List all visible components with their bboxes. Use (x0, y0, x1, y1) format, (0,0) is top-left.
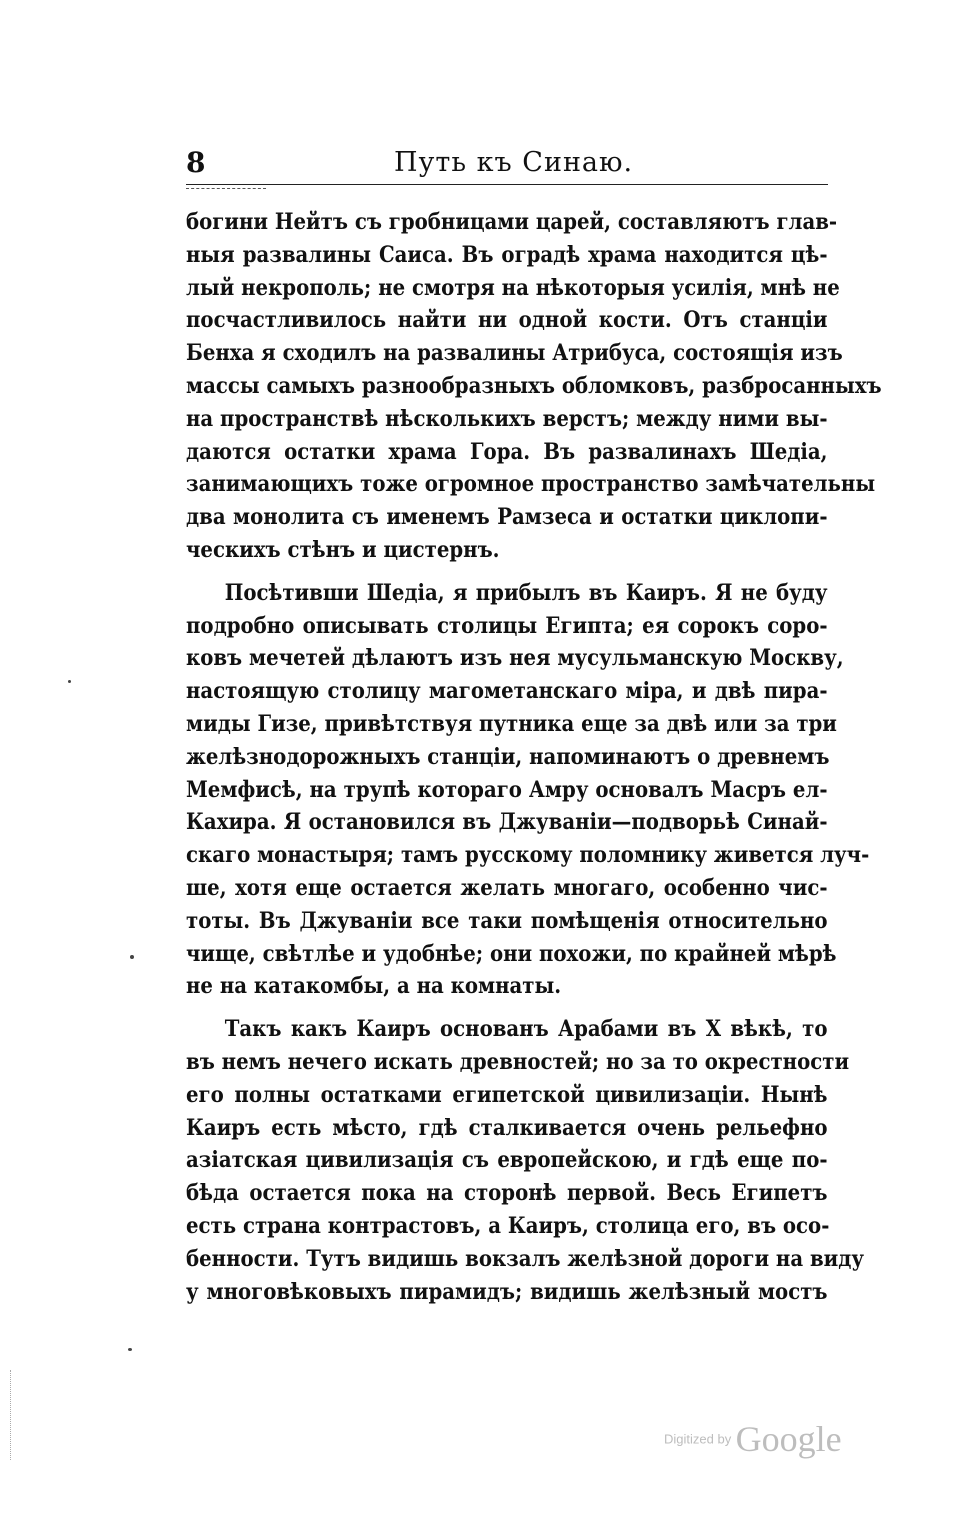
text-line: ше, хотя еще остается желать многаго, особенно чис- (186, 874, 828, 901)
scan-margin-artifact (10, 1370, 13, 1460)
text-line: даются остатки храма Гора. Въ развалинахъ Шедіа, (186, 438, 828, 465)
body-text (186, 206, 882, 1308)
google-watermark (664, 1418, 842, 1460)
text-line: на пространствѣ нѣсколькихъ верстъ; между ними вы- (186, 405, 828, 432)
text-line: есть страна контрастовъ, а Каиръ, столица его, въ осо- (186, 1212, 830, 1239)
text-line: Такъ какъ Каиръ основанъ Арабами въ X вѣкѣ, то (224, 1016, 828, 1043)
header-rule (186, 184, 828, 185)
text-line: ковъ мечетей дѣлаютъ изъ нея мусульманскую Москву, (186, 645, 844, 672)
text-line: массы самыхъ разнообразныхъ обломковъ, разбросанныхъ (186, 372, 882, 399)
page-header (186, 146, 828, 186)
paragraph-gap (186, 567, 751, 577)
text-line: Посѣтивши Шедіа, я прибылъ въ Каиръ. Я не буду (224, 579, 828, 606)
text-line: богини Нейтъ съ гробницами царей, составляютъ глав- (186, 209, 838, 235)
text-line: его полны остатками египетской цивилизаціи. Нынѣ (186, 1081, 828, 1108)
text-line: два монолита съ именемъ Рамзеса и остатки циклопи- (186, 504, 828, 531)
text-line: бенности. Тутъ видишь вокзалъ желѣзной дороги на виду (186, 1245, 865, 1272)
text-line: ныя развалины Саиса. Въ оградѣ храма находится цѣ- (186, 241, 828, 268)
text-line: не на катакомбы, а на комнаты. (186, 973, 562, 1000)
text-line: настоящую столицу магометанскаго міра, и двѣ пира- (186, 678, 828, 705)
text-line: занимающихъ тоже огромное пространство замѣчательны (186, 471, 876, 498)
scan-speck (68, 680, 71, 683)
text-line: у многовѣковыхъ пирамидъ; видишь желѣзный мостъ (186, 1278, 828, 1305)
text-line: посчастливилось найти ни одной кости. Отъ станціи (186, 307, 828, 334)
text-line: Кахира. Я остановился въ Джуваніи—подворьѣ Синай- (186, 809, 828, 836)
text-line: Бенха я сходилъ на развалины Атрибуса, состоящія изъ (186, 340, 843, 367)
text-line: въ немъ нечего искать древностей; но за то окрестности (186, 1048, 850, 1075)
header-rule-dash (186, 188, 266, 189)
text-line: миды Гизе, привѣтствуя путника еще за двѣ или за три (186, 710, 837, 737)
text-line: ческихъ стѣнъ и цистернъ. (186, 536, 500, 563)
text-line: тоты. Въ Джуваніи все таки помѣщенія относительно (186, 907, 828, 934)
text-line: Мемфисѣ, на трупѣ котораго Амру основалъ Масръ ел- (186, 776, 828, 803)
scan-speck (128, 1348, 132, 1351)
scan-speck (130, 955, 134, 959)
text-line: азіатская цивилизація съ европейскою, и гдѣ еще по- (186, 1147, 828, 1174)
text-line: чище, свѣтлѣе и удобнѣе; они похожи, по крайней мѣрѣ (186, 940, 837, 967)
text-line: Каиръ есть мѣсто, гдѣ сталкивается очень рельефно (186, 1114, 828, 1141)
text-line: подробно описывать столицы Египта; ея сорокъ соро- (186, 612, 828, 639)
paragraph-gap (186, 1003, 751, 1013)
watermark-google-logo: Google (735, 1419, 842, 1459)
text-line: желѣзнодорожныхъ станціи, напоминаютъ о древнемъ (186, 743, 830, 770)
running-title: Путь къ Синаю. (394, 147, 634, 178)
text-line: лый некрополь; не смотря на нѣкоторыя усилія, мнѣ не (186, 274, 840, 301)
page-number: 8 (186, 146, 206, 179)
text-line: скаго монастыря; тамъ русскому поломнику живется луч- (186, 842, 870, 869)
text-line: бѣда остается пока на сторонѣ первой. Весь Египетъ (186, 1180, 828, 1207)
watermark-digitized-by: Digitized by (664, 1431, 732, 1447)
